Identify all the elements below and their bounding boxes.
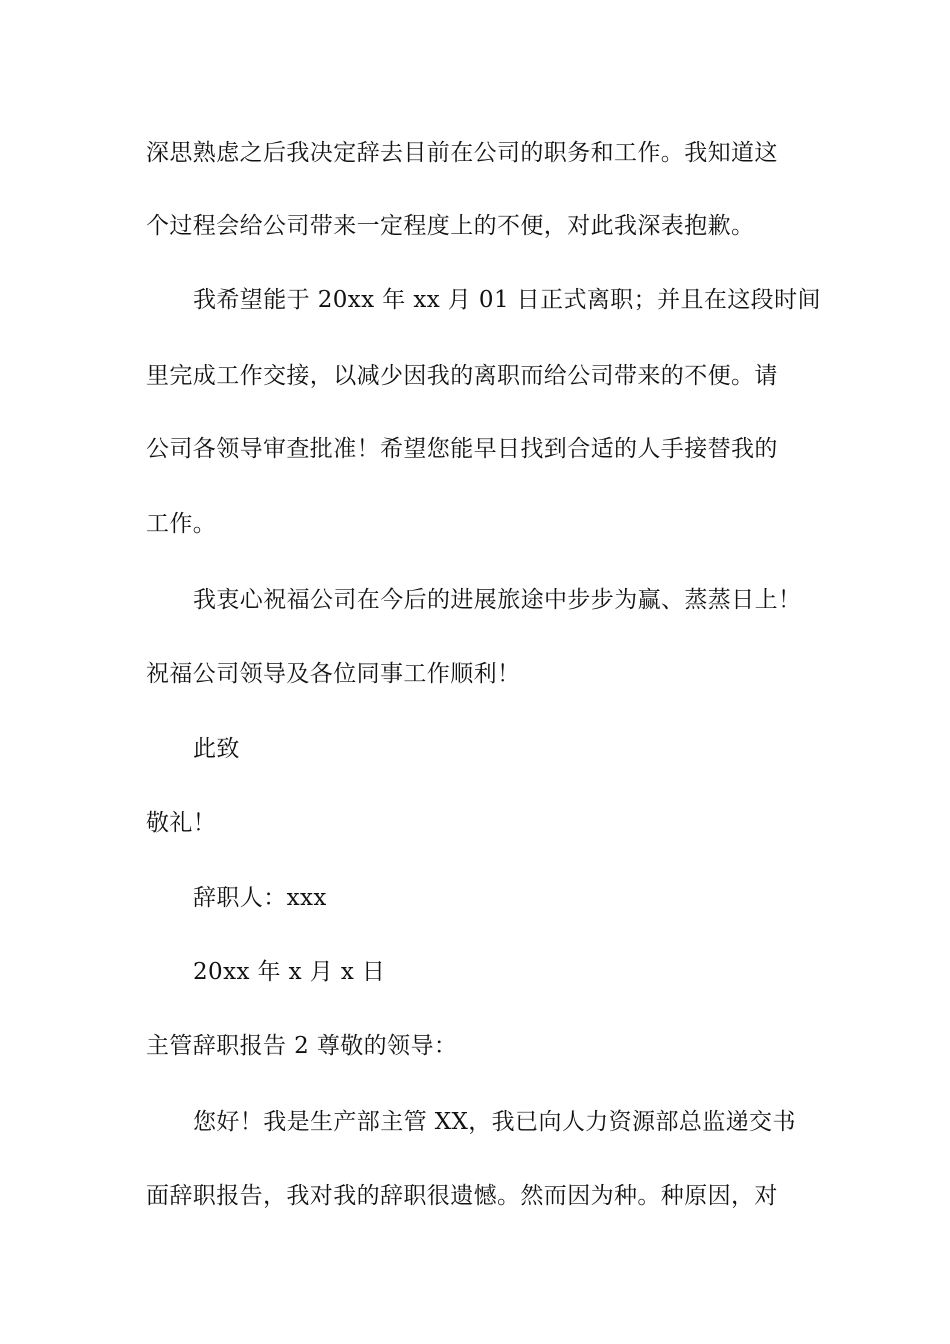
paragraph-line: 祝福公司领导及各位同事工作顺利！ [146, 661, 521, 687]
paragraph-line: 公司各领导审查批准！希望您能早日找到合适的人手接替我的 [146, 436, 778, 462]
section-heading: 主管辞职报告 2 尊敬的领导： [146, 1033, 458, 1059]
paragraph-line: 个过程会给公司带来一定程度上的不便，对此我深表抱歉。 [146, 213, 755, 239]
paragraph-line: 面辞职报告，我对我的辞职很遗憾。然而因为种。种原因，对 [146, 1183, 778, 1209]
paragraph-line: 我希望能于 20xx 年 xx 月 01 日正式离职；并且在这段时间 [193, 287, 821, 313]
closing-salutation: 此致 [193, 736, 240, 762]
paragraph-line: 您好！我是生产部主管 XX，我已向人力资源部总监递交书 [193, 1109, 796, 1135]
paragraph-line: 里完成工作交接，以减少因我的离职而给公司带来的不便。请 [146, 363, 778, 389]
date-line: 20xx 年 x 月 x 日 [193, 959, 386, 985]
paragraph-line: 深思熟虑之后我决定辞去目前在公司的职务和工作。我知道这 [146, 140, 778, 166]
paragraph-line: 工作。 [146, 511, 217, 537]
paragraph-line: 我衷心祝福公司在今后的进展旅途中步步为赢、蒸蒸日上！ [193, 587, 802, 613]
closing-regards: 敬礼！ [146, 810, 217, 836]
signature-line: 辞职人：xxx [193, 885, 327, 911]
